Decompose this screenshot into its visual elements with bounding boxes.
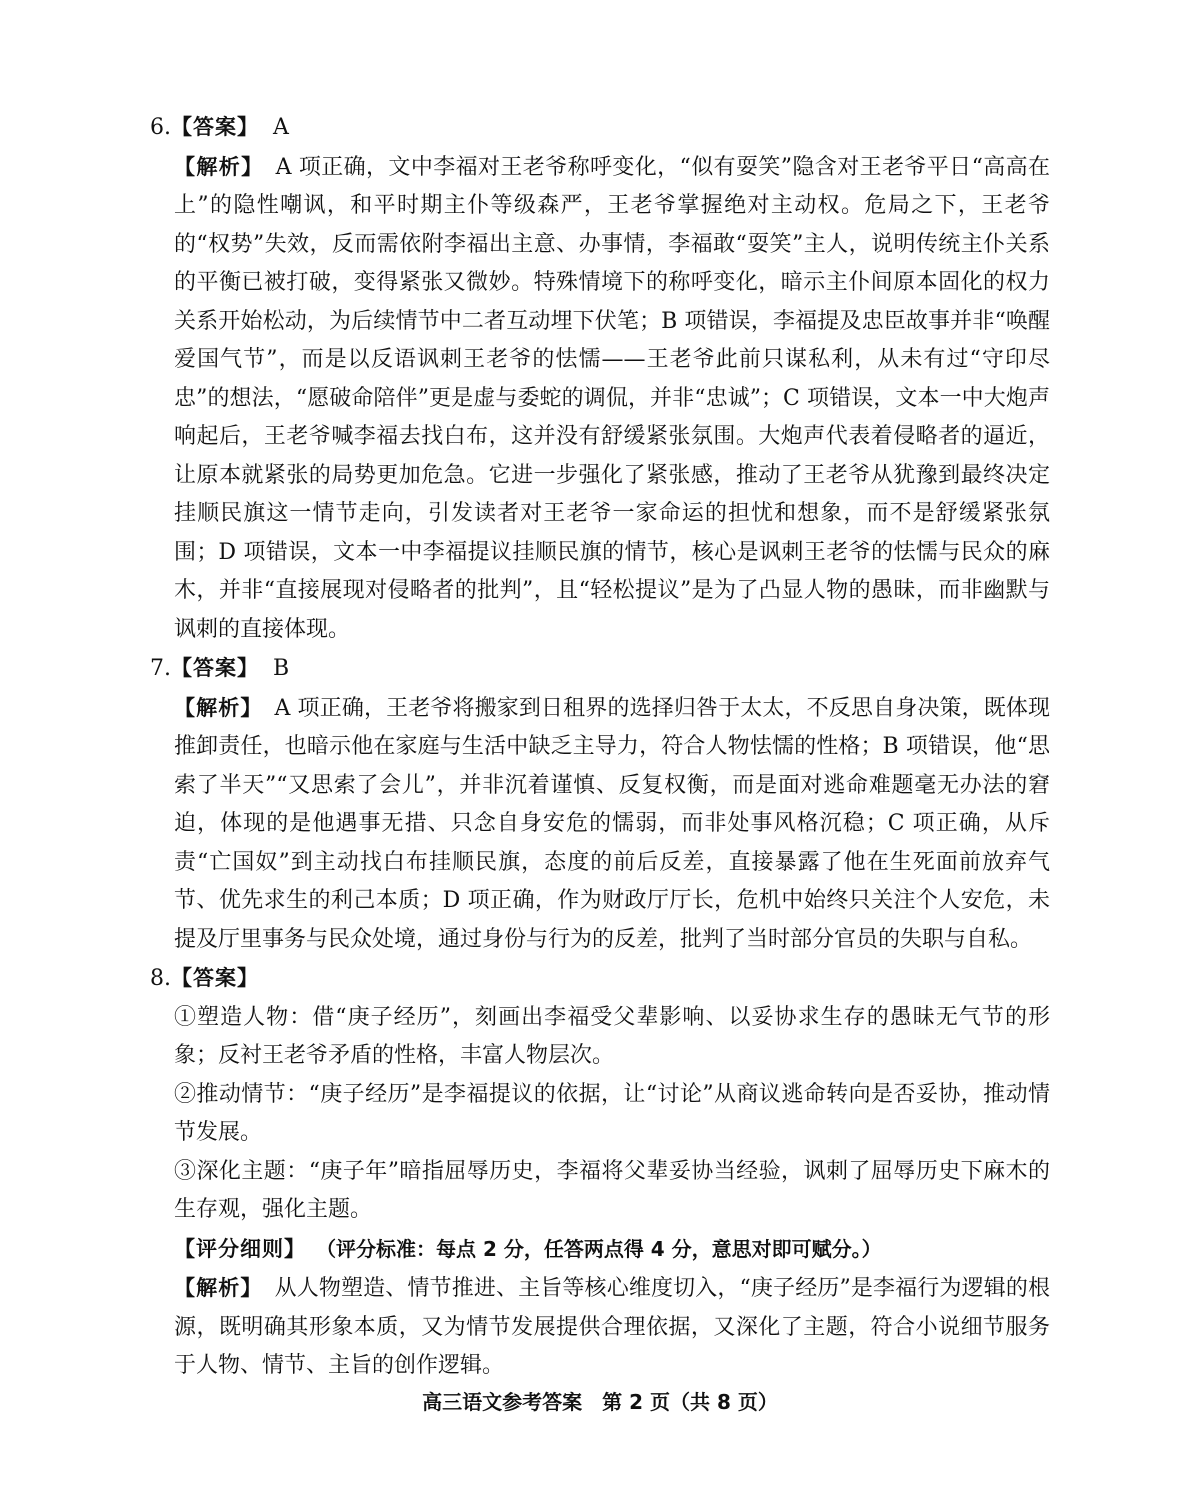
page-footer: 高三语文参考答案 第 2 页（共 8 页） (422, 1390, 778, 1414)
analysis-tag: 【解析】 (174, 154, 264, 179)
answer-point-1: ①塑造人物：借“庚子经历”，刻画出李福受父辈影响、以妥协求生存的愚昧无气节的形象；反衬王老爷矛盾的性格，丰富人物层次。 (174, 1004, 1050, 1068)
analysis-tag: 【解析】 (174, 1276, 263, 1300)
scoring-rules (150, 1230, 1050, 1270)
analysis-text: A 项正确，文中李福对王老爷称呼变化，“似有耍笑”隐含对王老爷平日“高高在上”的隐性嘲讽，和平时期主仆等级森严，王老爷掌握绝对主动权。危局之下，王老爷的“权势”失效，反而需依附李福出主意、办事情，李福敢“耍笑”主人，说明传统主仆关系的平衡已被打破，变得紧张又微妙。特殊情境下的称呼变化，暗示主仆间原本固化的权力关系开始松动，为后续情节中二者互动埋下伏笔；B 项错误，李福提及忠臣故事并非“唤醒爱国气节”，而是以反语讽刺王老爷的怯懦——王老爷此前只谋私利，从未有过“守印尽忠”的想法，“愿破命陪伴”更是虚与委蛇的调侃，并非“忠诚”；C 项错误，文本一中大炮声响起后，王老爷喊李福去找白布，这并没有舒缓紧张氛围。大炮声代表着侵略者的逼近，让原本就紧张的局势更加危急。它进一步强化了紧张感，推动了王老爷从犹豫到最终决定挂顺民旗这一情节走向，引发读者对王老爷一家命运的担忧和想象，而不是舒缓紧张氛围；D 项错误，文本一中李福提议挂顺民旗的情节，核心是讽刺王老爷的怯懦与民众的麻木，并非“直接展现对侵略者的批判”，且“轻松提议”是为了凸显人物的愚昧，而非幽默与讽刺的直接体现。 (174, 154, 1051, 642)
answer-point-2: ②推动情节：“庚子经历”是李福提议的依据，让“讨论”从商议逃命转向是否妥协，推动情节发展。 (174, 1081, 1050, 1145)
answer-tag: 【答案】 (171, 656, 259, 680)
question-number: 6. (150, 115, 171, 140)
analysis-tag: 【解析】 (174, 695, 263, 720)
answer-value: B (273, 656, 290, 681)
analysis-text: A 项正确，王老爷将搬家到日租界的选择归咎于太太，不反思自身决策，既体现推卸责任，也暗示他在家庭与生活中缺乏主导力，符合人物怯懦的性格；B 项错误，他“思索了半天”“又思索了会儿”，并非沉着谨慎、反复权衡，而是面对逃命难题毫无办法的窘迫，体现的是他遇事无措、只念自身安危的懦弱，而非处事风格沉稳；C 项正确，从斥责“亡国奴”到主动找白布挂顺民旗，态度的前后反差，直接暴露了他在生死面前放弃气节、优先求生的利己本质；D 项正确，作为财政厅厅长，危机中始终只关注个人安危，未提及厅里事务与民众处境，通过身份与行为的反差，批判了当时部分官员的失职与自私。 (174, 695, 1051, 952)
question-8-answer (150, 959, 1050, 999)
answer-point-3: ③深化主题：“庚子年”暗指屈辱历史，李福将父辈妥协当经验，讽刺了屈辱历史下麻木的生存观，强化主题。 (174, 1158, 1050, 1222)
question-8-analysis (150, 1269, 1050, 1386)
question-number: 7. (150, 656, 171, 681)
scoring-tag: 【评分细则】 (174, 1236, 306, 1261)
question-7-analysis (150, 689, 1050, 960)
answer-tag: 【答案】 (171, 115, 259, 139)
answer-tag: 【答案】 (171, 966, 259, 990)
answer-content (150, 108, 1050, 1386)
question-6-analysis (150, 148, 1050, 650)
question-number: 8. (150, 966, 171, 991)
scoring-text: （评分标准：每点 2 分，任答两点得 4 分，意思对即可赋分。） (326, 1236, 882, 1261)
answer-value: A (273, 115, 289, 140)
question-6-answer (150, 108, 1050, 148)
analysis-text: 从人物塑造、情节推进、主旨等核心维度切入，“庚子经历”是李福行为逻辑的根源，既明确其形象本质，又为情节发展提供合理依据，又深化了主题，符合小说细节服务于人物、情节、主旨的创作逻辑。 (174, 1276, 1051, 1378)
question-7-answer (150, 649, 1050, 689)
